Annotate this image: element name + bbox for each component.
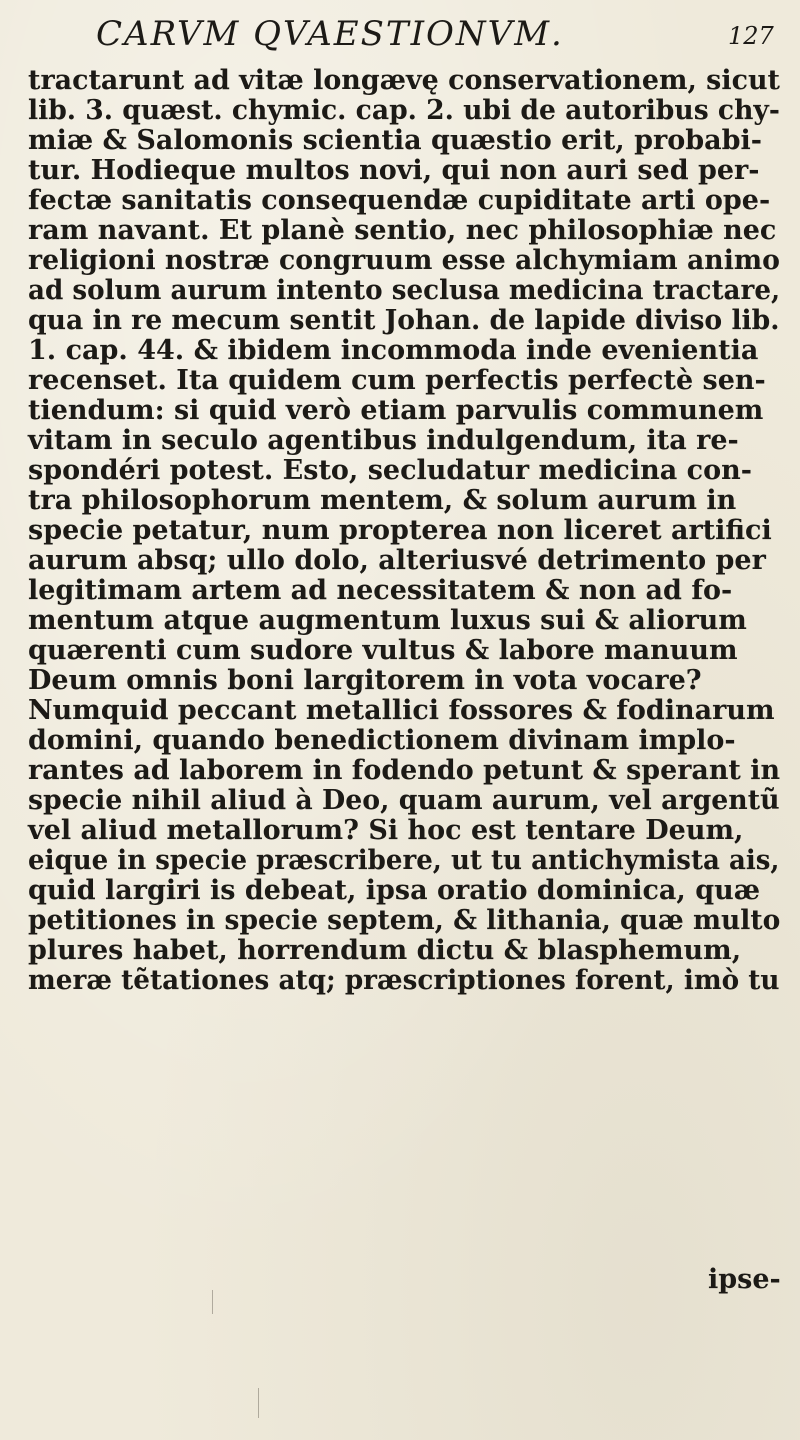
text-line: ram navant. Et planè sentio, nec philosophiæ nec [28,215,777,246]
text-line: petitiones in specie septem, & lithania, quæ multo [28,905,781,936]
text-line: meræ tẽtationes atq; præscriptiones forent, imò tu [28,965,780,996]
text-line: tractarunt ad vitæ longævę conservationem, sicut [28,65,780,96]
text-line: vel aliud metallorum? Si hoc est tentare Deum, [28,815,744,846]
text-line: religioni nostræ congruum esse alchymiam animo [28,245,780,276]
text-line: quærenti cum sudore vultus & labore manuum [28,635,738,666]
body-text [28,66,788,996]
text-line: plures habet, horrendum dictu & blasphemum, [28,935,742,966]
text-line: ad solum aurum intento seclusa medicina tractare, [28,275,781,306]
text-line: lib. 3. quæst. chymic. cap. 2. ubi de autoribus chy- [28,95,780,126]
text-line: domini, quando benedictionem divinam implo- [28,725,736,756]
catchword: ipse- [708,1264,781,1295]
text-line: legitimam artem ad necessitatem & non ad fo- [28,575,733,606]
text-line: specie petatur, num propterea non liceret artifici [28,515,772,546]
text-line: specie nihil aliud à Deo, quam aurum, vel argentũ [28,785,780,816]
text-line: tiendum: si quid verò etiam parvulis communem [28,395,764,426]
paper-crease [212,1290,213,1314]
text-line: qua in re mecum sentit Johan. de lapide diviso lib. [28,305,780,336]
text-line: tra philosophorum mentem, & solum aurum in [28,485,737,516]
text-line: fectæ sanitatis consequendæ cupiditate arti ope- [28,185,771,216]
text-line: vitam in seculo agentibus indulgendum, ita re- [28,425,739,456]
text-line: eique in specie præscribere, ut tu antichymista ais, [28,845,780,876]
text-line: miæ & Salomonis scientia quæstio erit, probabi- [28,125,762,156]
page-number: 127 [728,22,774,50]
text-line: tur. Hodieque multos novi, qui non auri sed per- [28,155,760,186]
text-line: rantes ad laborem in fodendo petunt & sperant in [28,755,781,786]
text-line: 1. cap. 44. & ibidem incommoda inde evenientia [28,335,759,366]
text-line: mentum atque augmentum luxus sui & aliorum [28,605,747,636]
text-line: Deum omnis boni largitorem in vota vocare? [28,665,702,696]
text-line: aurum absq; ullo dolo, alteriusvé detrimento per [28,545,766,576]
running-title: CARVM QVAESTIONVM. [96,14,564,54]
text-line: quid largiri is debeat, ipsa oratio dominica, quæ [28,875,761,906]
page-header [0,14,800,62]
paper-crease [258,1388,259,1418]
text-line: spondéri potest. Esto, secludatur medicina con- [28,455,752,486]
text-line: recenset. Ita quidem cum perfectis perfectè sen- [28,365,766,396]
text-line: Numquid peccant metallici fossores & fodinarum [28,695,775,726]
